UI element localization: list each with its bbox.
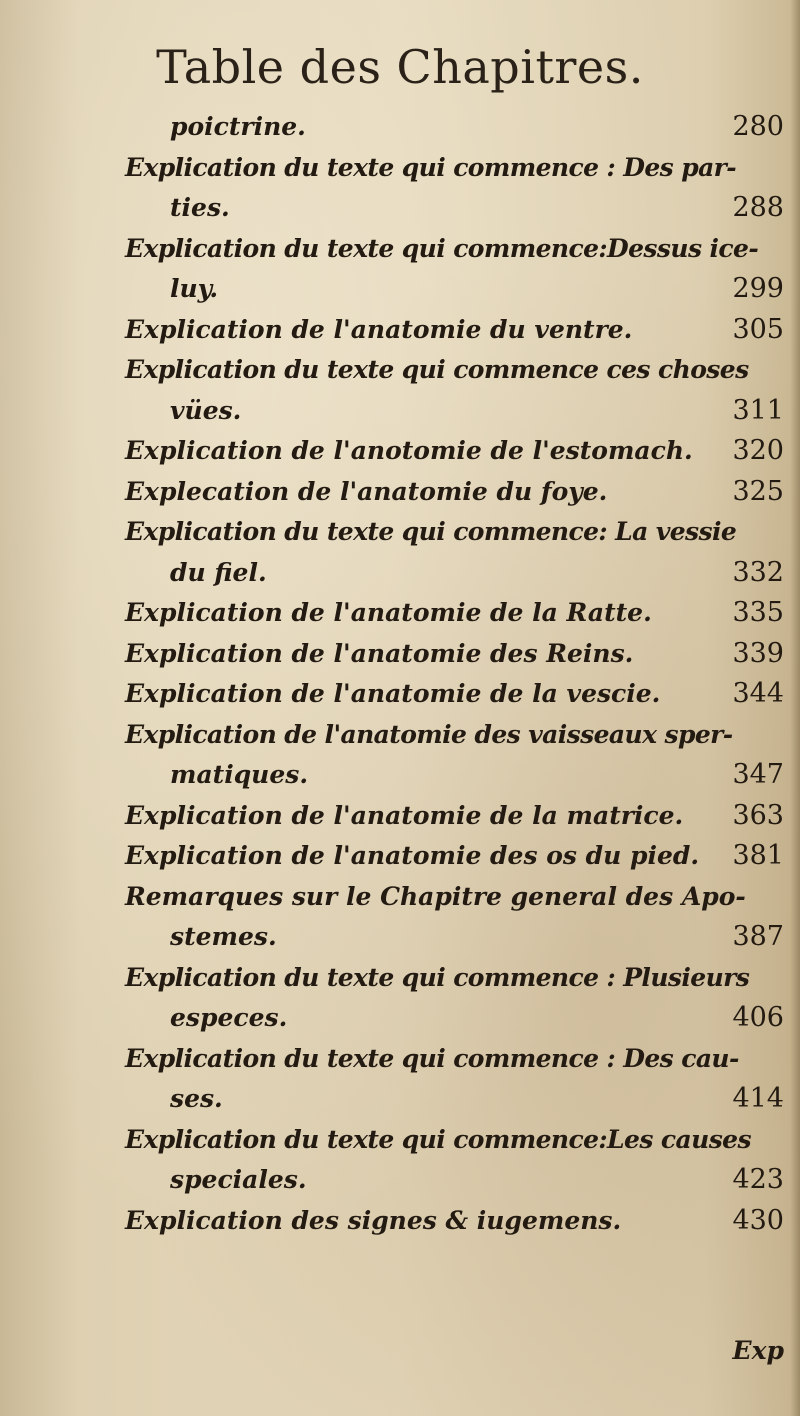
toc-entry-title: Explication de l'anatomie de la vescie.	[125, 679, 661, 708]
toc-page-number: 325	[732, 475, 784, 507]
toc-line	[0, 107, 800, 148]
toc-line	[0, 593, 800, 634]
toc-line	[0, 553, 800, 594]
toc-line	[0, 269, 800, 310]
toc-line	[0, 1120, 800, 1161]
toc-line	[0, 674, 800, 715]
toc-page-number: 320	[732, 435, 784, 466]
toc-line	[0, 310, 800, 351]
toc-entry-title: Explication du texte qui commence:Dessus ice-	[125, 233, 759, 263]
toc-entry-title: Explication de l'anatomie des vaisseaux sper-	[125, 719, 733, 749]
toc-entry-title: Explication du texte qui commence:Les causes	[125, 1124, 751, 1154]
toc-line	[0, 917, 800, 958]
toc-page-number: 332	[732, 556, 784, 588]
toc-entry-continuation: poictrine.	[170, 112, 306, 141]
toc-page-number: 387	[732, 921, 784, 952]
toc-line	[0, 1079, 800, 1120]
toc-entry-title: Explication de l'anatomie des os du pied.	[125, 841, 700, 870]
toc-line	[0, 512, 800, 553]
toc-page-number: 414	[732, 1083, 784, 1114]
toc-entry-title: Explication de l'anatomie de la matrice.	[125, 800, 684, 830]
toc-line	[0, 715, 800, 756]
toc-entry-title: Explication du texte qui commence ces choses	[125, 355, 749, 384]
toc-line	[0, 1201, 800, 1242]
toc-line	[0, 836, 800, 877]
toc-line	[0, 472, 800, 513]
catchword: Exp	[732, 1336, 784, 1365]
toc-page-number: 406	[732, 1002, 784, 1033]
toc-entry-continuation: speciales.	[170, 1165, 307, 1194]
toc-entry-continuation: ties.	[170, 193, 230, 222]
toc-line	[0, 188, 800, 229]
toc-entry-continuation: luy.	[170, 274, 219, 303]
toc-entry-title: Explication du texte qui commence : Des cau-	[125, 1043, 739, 1073]
toc-entry-continuation: ses.	[170, 1084, 223, 1113]
toc-line	[0, 391, 800, 432]
toc-entry-continuation: vües.	[170, 395, 242, 425]
toc-page-number: 347	[732, 759, 784, 790]
toc-line	[0, 998, 800, 1039]
toc-page-number: 363	[732, 799, 784, 831]
toc-entry-title: Explication du texte qui commence: La vessie	[125, 517, 737, 546]
toc-page-number: 344	[732, 678, 784, 709]
toc-page-number: 381	[732, 840, 784, 871]
toc-entry-continuation: du fiel.	[170, 557, 267, 587]
toc-entry-continuation: matiques.	[170, 760, 309, 789]
toc-page-number: 339	[732, 637, 784, 669]
toc-line	[0, 148, 800, 189]
toc-entry-title: Explication du texte qui commence : Plusieurs	[125, 962, 750, 992]
toc-entry-title: Explecation de l'anatomie du foye.	[125, 476, 608, 506]
toc-entry-title: Explication du texte qui commence : Des par-	[125, 152, 737, 182]
toc-line	[0, 958, 800, 999]
toc-page-number: 280	[732, 111, 784, 142]
table-of-contents	[0, 107, 800, 1241]
toc-entry-continuation: especes.	[170, 1003, 288, 1032]
toc-page-number: 299	[732, 273, 784, 304]
toc-entry-title: Explication de l'anatomie de la Ratte.	[125, 598, 652, 627]
page-title: Table des Chapitres.	[156, 40, 644, 94]
toc-page-number: 288	[732, 192, 784, 223]
toc-line	[0, 634, 800, 675]
toc-line	[0, 755, 800, 796]
toc-page-number: 311	[732, 394, 784, 426]
toc-page-number: 423	[732, 1164, 784, 1195]
toc-page-number: 430	[732, 1204, 784, 1236]
toc-page-number: 305	[732, 313, 784, 345]
toc-entry-title: Explication de l'anatomie du ventre.	[125, 314, 633, 344]
toc-entry-continuation: stemes.	[170, 922, 277, 951]
toc-line	[0, 350, 800, 391]
toc-line	[0, 431, 800, 472]
toc-page-number: 335	[732, 597, 784, 628]
toc-line	[0, 796, 800, 837]
toc-entry-title: Explication de l'anotomie de l'estomach.	[125, 436, 693, 465]
toc-entry-title: Explication des signes & iugemens.	[125, 1205, 622, 1235]
toc-line	[0, 877, 800, 918]
toc-line	[0, 229, 800, 270]
toc-entry-title: Remarques sur le Chapitre general des Apo-	[125, 881, 746, 911]
toc-line	[0, 1039, 800, 1080]
toc-line	[0, 1160, 800, 1201]
toc-entry-title: Explication de l'anatomie des Reins.	[125, 638, 634, 668]
